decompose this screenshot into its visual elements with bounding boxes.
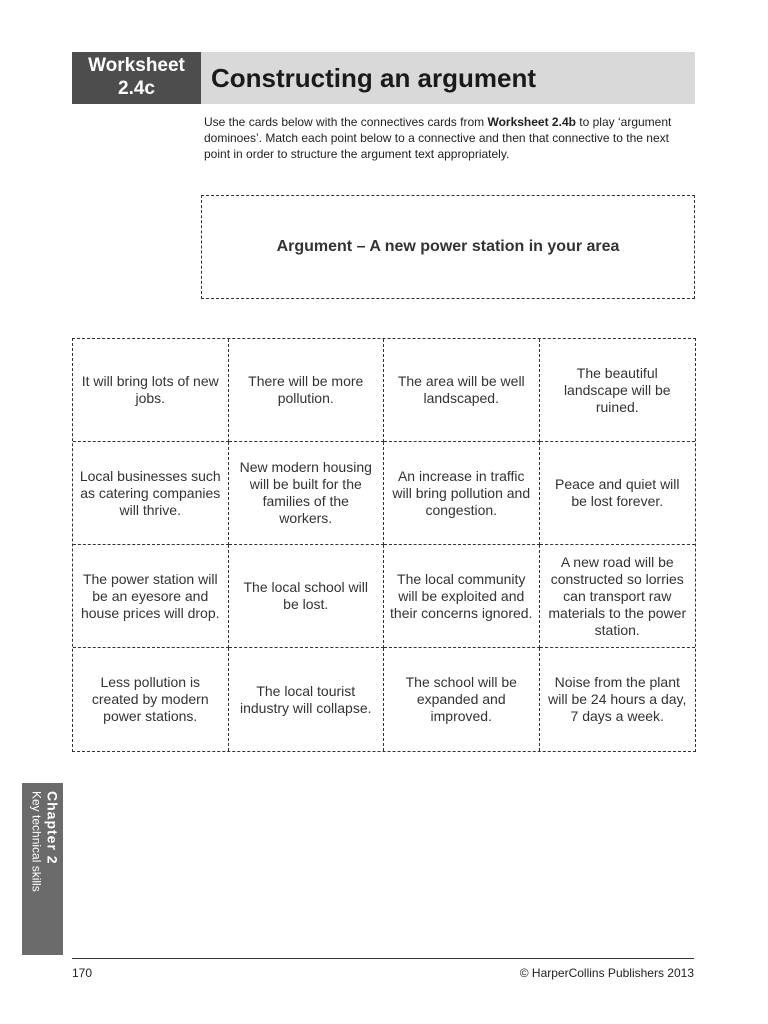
argument-title: Argument – A new power station in your area: [276, 238, 620, 255]
domino-card: Noise from the plant will be 24 hours a day, 7 days a week.: [548, 674, 687, 724]
chapter-label: Chapter 2: [44, 791, 60, 865]
domino-card-grid: [72, 338, 696, 752]
instructions: [204, 114, 684, 162]
footer-divider: [72, 958, 694, 959]
argument-box: [201, 195, 695, 299]
domino-card: Local businesses such as catering companies will thrive.: [73, 442, 229, 545]
domino-card: The beautiful landscape will be ruined.: [540, 339, 696, 442]
domino-card: The local community will be exploited and their concerns ignored.: [384, 545, 540, 648]
domino-card: It will bring lots of new jobs.: [73, 339, 229, 442]
worksheet-label: Worksheet: [88, 55, 185, 76]
domino-card: Less pollution is created by modern power stations.: [73, 648, 229, 751]
title-bar: [201, 52, 695, 104]
worksheet-badge: [72, 52, 201, 104]
chapter-subtitle: Key technical skills: [29, 791, 43, 892]
domino-card: The area will be well landscaped.: [384, 339, 540, 442]
domino-card: The local school will be lost.: [229, 545, 385, 648]
domino-card: A new road will be constructed so lorries can transport raw materials to the power station.: [540, 545, 696, 648]
chapter-side-tab: [22, 783, 63, 955]
copyright-notice: © HarperCollins Publishers 2013: [519, 966, 694, 980]
chapter-tab-text: [22, 783, 63, 955]
page-number: 170: [72, 966, 93, 980]
domino-card: The local tourist industry will collapse.: [229, 648, 385, 751]
instructions-text-start: Use the cards below with the connectives cards from: [204, 115, 488, 129]
domino-card: The school will be expanded and improved.: [384, 648, 540, 751]
page-title: Constructing an argument: [211, 63, 537, 93]
instructions-worksheet-ref: Worksheet 2.4b: [487, 115, 576, 129]
worksheet-number: 2.4c: [118, 78, 155, 99]
domino-card: An increase in traffic will bring pollution and congestion.: [384, 442, 540, 545]
domino-card: There will be more pollution.: [229, 339, 385, 442]
domino-card: Peace and quiet will be lost forever.: [540, 442, 696, 545]
domino-card: New modern housing will be built for the families of the workers.: [229, 442, 385, 545]
domino-card: The power station will be an eyesore and house prices will drop.: [73, 545, 229, 648]
instructions-text-end: to play ‘argument dominoes’. Match each point below to a connective and then that connective to the next point in order to structure the argument text appropriately.: [204, 115, 672, 161]
